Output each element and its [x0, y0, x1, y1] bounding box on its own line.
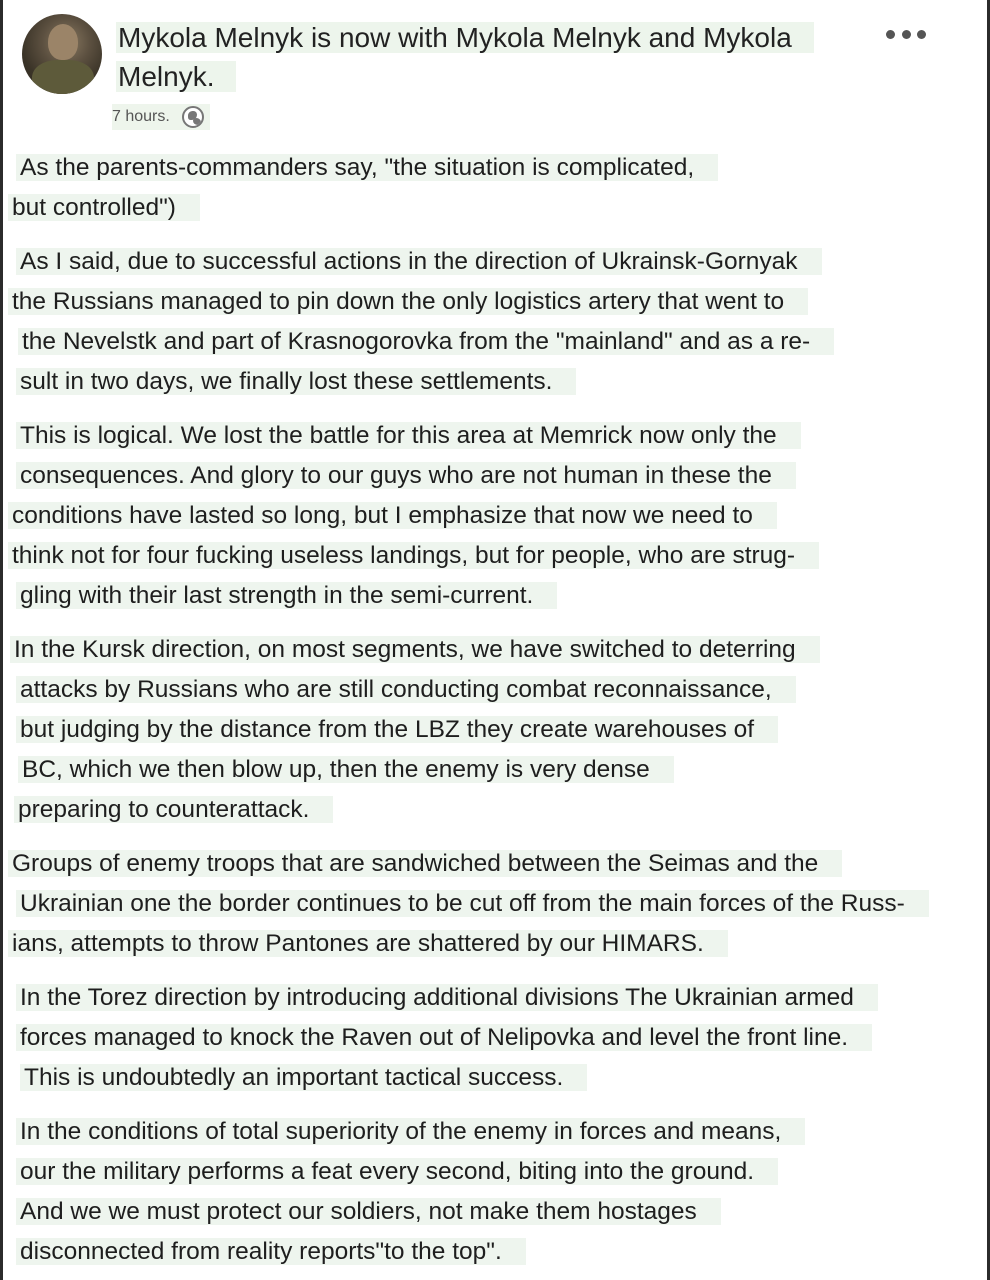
- post-paragraph: [8, 844, 978, 964]
- post-text: but controlled"): [8, 194, 200, 221]
- post-text-line: [8, 456, 978, 496]
- post-paragraph: [8, 630, 978, 830]
- post-text-line: [8, 576, 978, 616]
- post-meta: [112, 104, 210, 130]
- post-text-line: [8, 750, 978, 790]
- post-text: And we we must protect our soldiers, not make them hostages: [16, 1198, 721, 1225]
- post-text-line: [8, 188, 978, 228]
- post-text-line: [8, 496, 978, 536]
- post-text: but judging by the distance from the LBZ they create warehouses of: [16, 716, 778, 743]
- post-paragraph: [8, 978, 978, 1098]
- post-text: Groups of enemy troops that are sandwiched between the Seimas and the: [8, 850, 842, 877]
- globe-icon: [182, 106, 204, 128]
- more-dot: [917, 30, 926, 39]
- post-text: BC, which we then blow up, then the enemy is very dense: [18, 756, 674, 783]
- post-text-line: [8, 1192, 978, 1232]
- post-text-line: [8, 1112, 978, 1152]
- post-text: the Russians managed to pin down the only logistics artery that went to: [8, 288, 808, 315]
- more-options-icon[interactable]: [886, 22, 926, 46]
- post-text-line: [8, 362, 978, 402]
- post-text: As I said, due to successful actions in the direction of Ukrainsk-Gornyak: [16, 248, 822, 275]
- post-text-line: [8, 1232, 978, 1272]
- post-text-line: [8, 670, 978, 710]
- post-text: This is logical. We lost the battle for this area at Memrick now only the: [16, 422, 801, 449]
- post-text: gling with their last strength in the semi-current.: [16, 582, 557, 609]
- post-paragraph: [8, 148, 978, 228]
- post-text-line: [8, 282, 978, 322]
- post-text: preparing to counterattack.: [14, 796, 333, 823]
- post-text: the Nevelstk and part of Krasnogorovka from the "mainland" and as a re-: [18, 328, 834, 355]
- post-text-line: [8, 1058, 978, 1098]
- post-paragraph: [8, 242, 978, 402]
- post-paragraph: [8, 1112, 978, 1272]
- post-paragraph: [8, 416, 978, 616]
- more-dot: [886, 30, 895, 39]
- avatar-body: [32, 60, 94, 94]
- post-text-line: [8, 536, 978, 576]
- author-line-text: Mykola Melnyk is now with Mykola Melnyk and Mykola Melnyk.: [116, 22, 814, 92]
- post-text: consequences. And glory to our guys who are not human in these the: [16, 462, 796, 489]
- post-text: In the conditions of total superiority of the enemy in forces and means,: [16, 1118, 805, 1145]
- post-text-line: [8, 630, 978, 670]
- post-text-line: [8, 242, 978, 282]
- post-text: conditions have lasted so long, but I emphasize that now we need to: [8, 502, 777, 529]
- post-text-line: [8, 1152, 978, 1192]
- post-text: disconnected from reality reports"to the top".: [16, 1238, 526, 1265]
- post-header: [22, 14, 972, 134]
- post-body: [8, 148, 978, 1280]
- more-dot: [902, 30, 911, 39]
- post-text-line: [8, 924, 978, 964]
- post-text: think not for four fucking useless landings, but for people, who are strug-: [8, 542, 819, 569]
- post-text-line: [8, 1018, 978, 1058]
- post-text: In the Kursk direction, on most segments, we have switched to deterring: [10, 636, 820, 663]
- post-text-line: [8, 710, 978, 750]
- post-text: In the Torez direction by introducing additional divisions The Ukrainian armed: [16, 984, 878, 1011]
- post-text-line: [8, 148, 978, 188]
- author-avatar[interactable]: [22, 14, 102, 94]
- post-text: our the military performs a feat every second, biting into the ground.: [16, 1158, 778, 1185]
- post-text: Ukrainian one the border continues to be cut off from the main forces of the Russ-: [16, 890, 929, 917]
- post-text: As the parents-commanders say, "the situation is complicated,: [16, 154, 718, 181]
- post-text-line: [8, 884, 978, 924]
- post-text: This is undoubtedly an important tactical success.: [20, 1064, 587, 1091]
- post-text-line: [8, 416, 978, 456]
- post-text-line: [8, 978, 978, 1018]
- post-text: attacks by Russians who are still conducting combat reconnaissance,: [16, 676, 796, 703]
- post-text: forces managed to knock the Raven out of Nelipovka and level the front line.: [16, 1024, 872, 1051]
- post-text-line: [8, 790, 978, 830]
- post-timestamp[interactable]: 7 hours.: [112, 108, 170, 125]
- avatar-head: [48, 24, 78, 60]
- post-text-line: [8, 844, 978, 884]
- post-text: sult in two days, we finally lost these settlements.: [16, 368, 576, 395]
- post-text-line: [8, 322, 978, 362]
- post-text: ians, attempts to throw Pantones are shattered by our HIMARS.: [8, 930, 728, 957]
- author-line[interactable]: [116, 18, 866, 96]
